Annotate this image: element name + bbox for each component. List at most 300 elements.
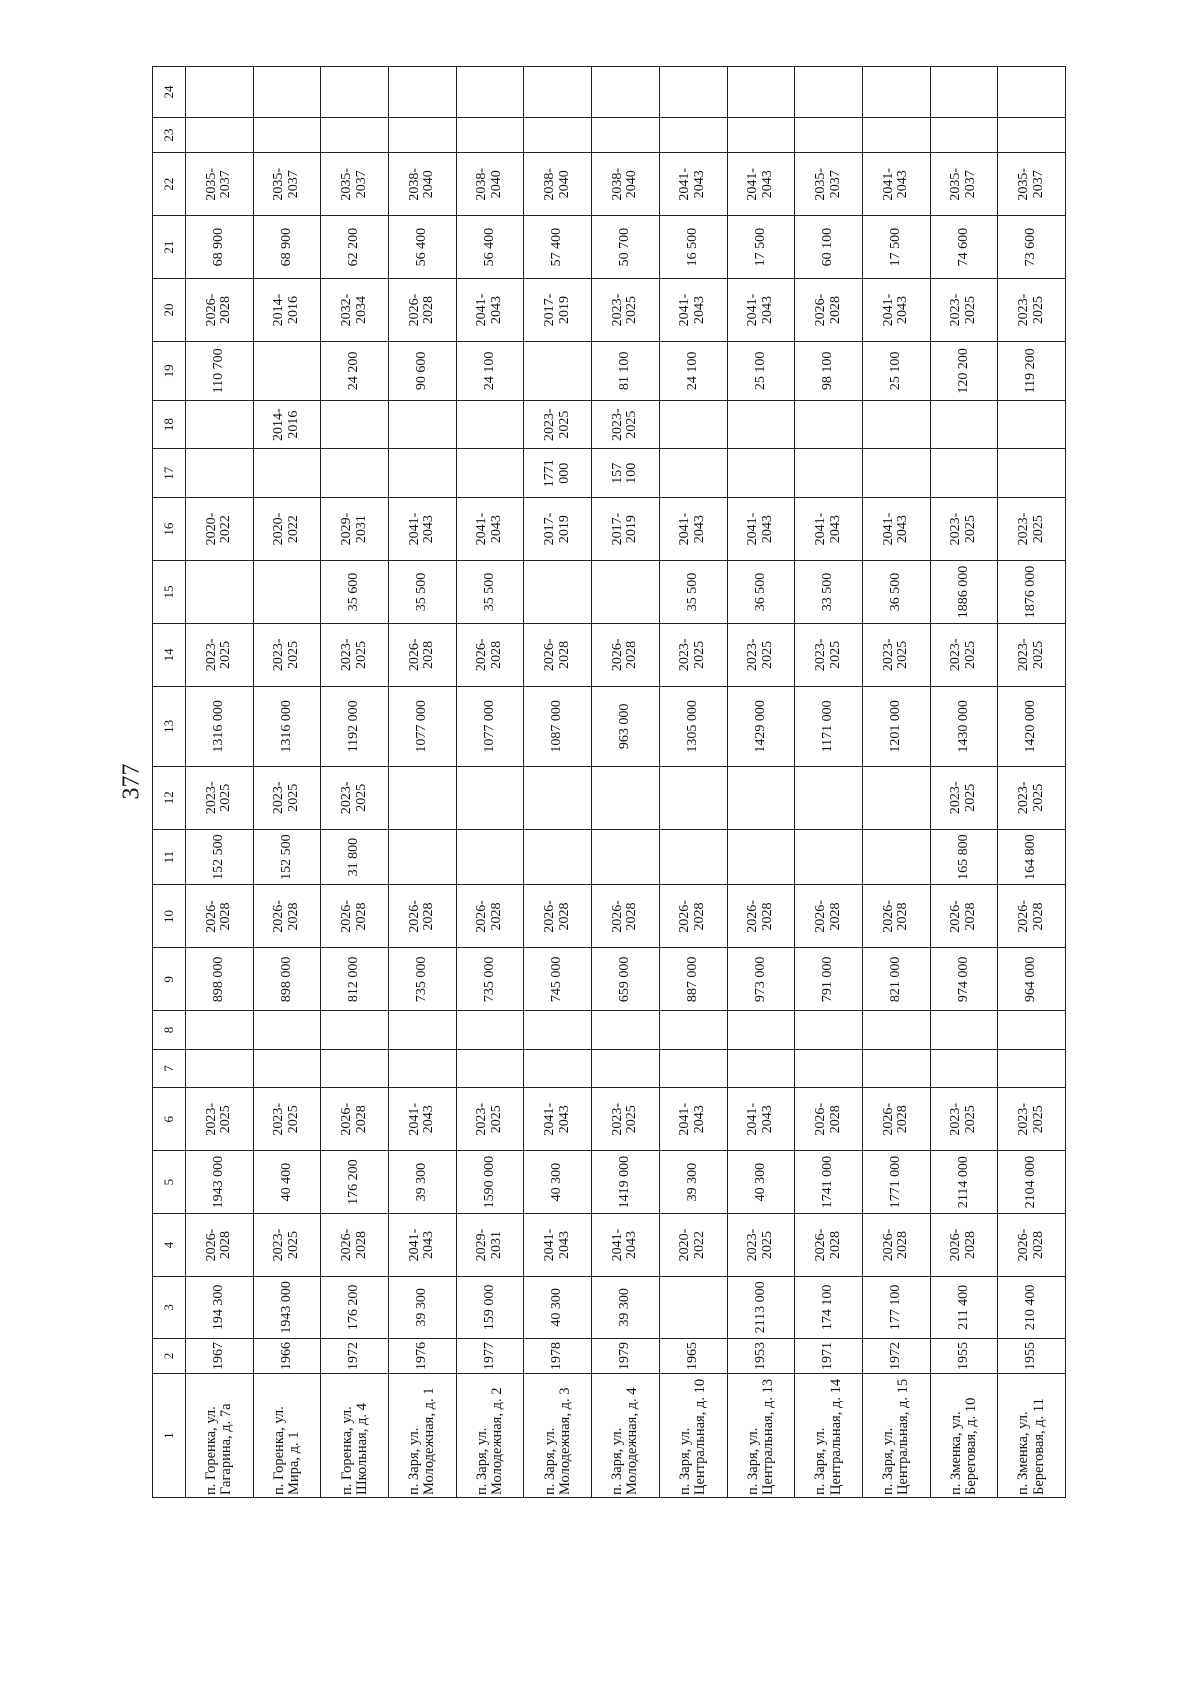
table-cell: 2023-2025	[930, 766, 998, 829]
table-cell: 110 700	[186, 341, 254, 400]
table-cell: 2041-2043	[659, 498, 727, 561]
table-cell: 2041-2043	[727, 498, 795, 561]
page-number: 377	[118, 763, 145, 800]
table-cell	[253, 341, 321, 400]
table-cell: 2041-2043	[524, 1088, 592, 1151]
table-cell: 2114 000	[930, 1151, 998, 1214]
table-cell	[524, 1049, 592, 1088]
table-cell: 1316 000	[253, 686, 321, 766]
table-cell	[389, 829, 457, 885]
col-number: 4	[153, 1214, 186, 1277]
table-row	[930, 67, 998, 1498]
table-cell	[930, 117, 998, 152]
table-cell	[659, 449, 727, 498]
table-cell: 68 900	[253, 216, 321, 279]
table-cell	[321, 117, 389, 152]
table-cell: 2023-2025	[186, 766, 254, 829]
table-cell: 1771 000	[524, 449, 592, 498]
table-cell: 1171 000	[795, 686, 863, 766]
table-cell	[998, 67, 1066, 118]
table-cell: 1943 000	[186, 1151, 254, 1214]
table-cell	[659, 400, 727, 449]
table-cell: 2026-2028	[321, 885, 389, 948]
table-cell: 2023-2025	[321, 623, 389, 686]
capital-repair-table	[152, 66, 1066, 1498]
table-row	[659, 67, 727, 1498]
table-cell	[524, 561, 592, 624]
table-cell: 1978	[524, 1338, 592, 1373]
address-cell: п. Заря, ул. Молодежная, д. 4	[592, 1374, 660, 1498]
table-cell: 40 300	[524, 1151, 592, 1214]
table-cell	[998, 449, 1066, 498]
table-cell: 2035-2037	[930, 153, 998, 216]
table-cell: 2023-2025	[795, 623, 863, 686]
table-row	[524, 67, 592, 1498]
table-cell: 39 300	[389, 1276, 457, 1338]
table-cell: 2041-2043	[659, 153, 727, 216]
address-cell: п. Горенка, ул. Школьная, д. 4	[321, 1374, 389, 1498]
table-cell	[456, 117, 524, 152]
table-cell	[795, 449, 863, 498]
table-cell: 735 000	[389, 948, 457, 1011]
table-cell: 152 500	[186, 829, 254, 885]
col-number: 20	[153, 279, 186, 342]
table-cell: 2026-2028	[659, 885, 727, 948]
table-cell	[389, 766, 457, 829]
address-cell: п. Горенка, ул. Гагарина, д. 7а	[186, 1374, 254, 1498]
table-cell	[186, 449, 254, 498]
col-number: 5	[153, 1151, 186, 1214]
col-number: 18	[153, 400, 186, 449]
table-cell	[456, 67, 524, 118]
table-cell: 120 200	[930, 341, 998, 400]
table-cell: 2026-2028	[389, 623, 457, 686]
table-cell	[321, 1049, 389, 1088]
table-row	[592, 67, 660, 1498]
table-cell: 1886 000	[930, 561, 998, 624]
table-cell: 2017-2019	[592, 498, 660, 561]
table-cell: 898 000	[253, 948, 321, 1011]
col-number: 3	[153, 1276, 186, 1338]
table-cell: 2041-2043	[727, 153, 795, 216]
table-cell: 2026-2028	[862, 1088, 930, 1151]
table-cell	[727, 829, 795, 885]
table-row	[253, 67, 321, 1498]
table-row	[186, 67, 254, 1498]
table-cell: 164 800	[998, 829, 1066, 885]
table-cell	[186, 1049, 254, 1088]
table-cell: 2026-2028	[321, 1214, 389, 1277]
table-cell: 2026-2028	[592, 623, 660, 686]
table-cell: 1420 000	[998, 686, 1066, 766]
table-cell: 24 100	[456, 341, 524, 400]
table-cell: 2026-2028	[727, 885, 795, 948]
table-body	[186, 67, 1066, 1498]
table-cell	[795, 67, 863, 118]
table-cell: 40 300	[727, 1151, 795, 1214]
table-cell: 974 000	[930, 948, 998, 1011]
table-cell: 81 100	[592, 341, 660, 400]
table-cell	[795, 766, 863, 829]
table-cell	[659, 117, 727, 152]
table-cell: 62 200	[321, 216, 389, 279]
table-cell: 2038-2040	[389, 153, 457, 216]
rotated-table-container	[152, 66, 1066, 1498]
table-cell: 2020-2022	[659, 1214, 727, 1277]
table-cell	[186, 67, 254, 118]
table-cell: 2023-2025	[998, 498, 1066, 561]
table-cell: 2023-2025	[862, 623, 930, 686]
table-cell	[524, 1011, 592, 1050]
col-number: 13	[153, 686, 186, 766]
table-cell: 2041-2043	[862, 153, 930, 216]
table-cell	[862, 829, 930, 885]
table-cell: 2041-2043	[524, 1214, 592, 1277]
table-cell	[930, 67, 998, 118]
table-cell	[659, 766, 727, 829]
table-cell	[456, 766, 524, 829]
table-cell: 1977	[456, 1338, 524, 1373]
table-cell: 1953	[727, 1338, 795, 1373]
table-row	[389, 67, 457, 1498]
table-cell	[321, 67, 389, 118]
table-row	[321, 67, 389, 1498]
table-cell: 1955	[930, 1338, 998, 1373]
table-cell	[659, 67, 727, 118]
table-cell: 2035-2037	[253, 153, 321, 216]
address-cell: п. Горенка, ул. Мира, д. 1	[253, 1374, 321, 1498]
col-number: 23	[153, 117, 186, 152]
table-cell: 2023-2025	[727, 623, 795, 686]
table-cell: 152 500	[253, 829, 321, 885]
table-cell	[321, 400, 389, 449]
table-cell	[456, 1049, 524, 1088]
table-cell: 2026-2028	[998, 885, 1066, 948]
address-cell: п. Заря, ул. Молодежная, д. 3	[524, 1374, 592, 1498]
table-cell: 35 600	[321, 561, 389, 624]
table-cell: 2023-2025	[524, 400, 592, 449]
table-cell	[727, 449, 795, 498]
table-row	[795, 67, 863, 1498]
table-cell: 2023-2025	[253, 623, 321, 686]
table-cell: 1971	[795, 1338, 863, 1373]
col-number: 2	[153, 1338, 186, 1373]
table-cell: 2026-2028	[592, 885, 660, 948]
table-cell: 1976	[389, 1338, 457, 1373]
address-cell: п. Заря, ул. Молодежная, д. 2	[456, 1374, 524, 1498]
table-cell	[456, 829, 524, 885]
table-cell: 2023-2025	[592, 1088, 660, 1151]
table-cell: 821 000	[862, 948, 930, 1011]
table-cell: 2023-2025	[253, 1214, 321, 1277]
table-cell	[253, 1011, 321, 1050]
table-cell: 2026-2028	[795, 1088, 863, 1151]
table-cell: 2035-2037	[998, 153, 1066, 216]
table-cell	[659, 829, 727, 885]
table-cell: 2041-2043	[389, 1214, 457, 1277]
table-cell: 1771 000	[862, 1151, 930, 1214]
table-cell: 1077 000	[456, 686, 524, 766]
table-cell: 1972	[862, 1338, 930, 1373]
table-cell: 659 000	[592, 948, 660, 1011]
table-cell	[321, 1011, 389, 1050]
table-cell: 1429 000	[727, 686, 795, 766]
table-row	[862, 67, 930, 1498]
table-cell: 1966	[253, 1338, 321, 1373]
table-cell: 177 100	[862, 1276, 930, 1338]
table-cell: 1316 000	[186, 686, 254, 766]
table-cell	[998, 1011, 1066, 1050]
col-number: 17	[153, 449, 186, 498]
table-cell: 98 100	[795, 341, 863, 400]
table-cell: 1741 000	[795, 1151, 863, 1214]
col-number: 21	[153, 216, 186, 279]
table-cell	[524, 341, 592, 400]
table-cell: 2026-2028	[186, 885, 254, 948]
table-cell	[998, 1049, 1066, 1088]
address-cell: п. Зменка, ул. Береговая, д. 11	[998, 1374, 1066, 1498]
table-cell: 2026-2028	[862, 885, 930, 948]
table-cell	[253, 67, 321, 118]
table-cell: 60 100	[795, 216, 863, 279]
table-cell: 2023-2025	[998, 1088, 1066, 1151]
table-cell: 2023-2025	[998, 623, 1066, 686]
table-cell: 2023-2025	[659, 623, 727, 686]
table-cell	[930, 400, 998, 449]
table-cell: 2038-2040	[524, 153, 592, 216]
col-number: 7	[153, 1049, 186, 1088]
col-number: 24	[153, 67, 186, 118]
col-number: 19	[153, 341, 186, 400]
table-cell	[321, 449, 389, 498]
table-cell: 2026-2028	[524, 623, 592, 686]
address-cell: п. Заря, ул. Центральная, д. 13	[727, 1374, 795, 1498]
table-cell	[930, 1011, 998, 1050]
table-cell	[456, 400, 524, 449]
table-cell: 2023-2025	[253, 1088, 321, 1151]
address-cell: п. Заря, ул. Центральная, д. 15	[862, 1374, 930, 1498]
table-cell: 2026-2028	[795, 1214, 863, 1277]
table-cell: 24 100	[659, 341, 727, 400]
table-cell: 2026-2028	[862, 1214, 930, 1277]
table-cell	[795, 1011, 863, 1050]
table-cell: 2026-2028	[321, 1088, 389, 1151]
table-cell: 1077 000	[389, 686, 457, 766]
address-cell: п. Заря, ул. Центральная, д. 10	[659, 1374, 727, 1498]
table-cell: 1943 000	[253, 1276, 321, 1338]
table-cell: 2041-2043	[389, 498, 457, 561]
table-cell: 2026-2028	[795, 279, 863, 342]
table-cell	[930, 449, 998, 498]
table-cell	[592, 117, 660, 152]
table-cell: 73 600	[998, 216, 1066, 279]
table-cell: 2029-2031	[456, 1214, 524, 1277]
table-cell	[524, 67, 592, 118]
table-cell	[795, 400, 863, 449]
table-cell: 1590 000	[456, 1151, 524, 1214]
table-cell: 2026-2028	[253, 885, 321, 948]
table-cell	[727, 1049, 795, 1088]
table-cell	[253, 561, 321, 624]
table-cell: 2104 000	[998, 1151, 1066, 1214]
table-cell	[592, 561, 660, 624]
table-cell	[727, 400, 795, 449]
table-cell: 2023-2025	[592, 279, 660, 342]
table-cell: 2026-2028	[930, 885, 998, 948]
table-cell: 57 400	[524, 216, 592, 279]
table-cell	[389, 67, 457, 118]
table-cell: 2020-2022	[186, 498, 254, 561]
table-row	[456, 67, 524, 1498]
table-cell: 2023-2025	[321, 766, 389, 829]
col-number: 11	[153, 829, 186, 885]
table-cell	[456, 1011, 524, 1050]
table-cell: 791 000	[795, 948, 863, 1011]
table-cell: 2041-2043	[456, 279, 524, 342]
table-cell: 898 000	[186, 948, 254, 1011]
table-cell	[727, 766, 795, 829]
table-row	[998, 67, 1066, 1498]
table-cell: 1192 000	[321, 686, 389, 766]
table-cell: 2023-2025	[456, 1088, 524, 1151]
table-cell: 2029-2031	[321, 498, 389, 561]
table-cell: 35 500	[389, 561, 457, 624]
table-cell	[389, 1011, 457, 1050]
table-cell	[253, 1049, 321, 1088]
table-cell: 745 000	[524, 948, 592, 1011]
table-cell: 1979	[592, 1338, 660, 1373]
table-cell: 165 800	[930, 829, 998, 885]
col-number: 14	[153, 623, 186, 686]
table-cell	[524, 117, 592, 152]
table-cell	[592, 1049, 660, 1088]
table-cell: 2026-2028	[389, 885, 457, 948]
table-cell	[592, 766, 660, 829]
table-cell	[659, 1276, 727, 1338]
table-cell: 2041-2043	[592, 1214, 660, 1277]
table-cell: 33 500	[795, 561, 863, 624]
table-cell	[659, 1049, 727, 1088]
table-cell: 2023-2025	[186, 623, 254, 686]
table-cell	[592, 1011, 660, 1050]
table-cell	[592, 829, 660, 885]
table-cell: 2041-2043	[727, 1088, 795, 1151]
table-cell: 2041-2043	[727, 279, 795, 342]
table-cell: 2026-2028	[524, 885, 592, 948]
table-cell	[186, 117, 254, 152]
table-cell	[727, 117, 795, 152]
table-cell	[862, 117, 930, 152]
table-cell: 2035-2037	[186, 153, 254, 216]
table-cell	[862, 67, 930, 118]
table-cell: 2113 000	[727, 1276, 795, 1338]
table-cell	[930, 1049, 998, 1088]
table-cell: 963 000	[592, 686, 660, 766]
table-row	[727, 67, 795, 1498]
table-cell: 40 300	[524, 1276, 592, 1338]
address-cell: п. Заря, ул. Центральная, д. 14	[795, 1374, 863, 1498]
table-cell: 74 600	[930, 216, 998, 279]
col-number: 8	[153, 1011, 186, 1050]
col-number: 10	[153, 885, 186, 948]
column-number-row	[153, 67, 186, 1498]
table-cell: 2023-2025	[930, 623, 998, 686]
table-cell: 25 100	[862, 341, 930, 400]
table-cell: 17 500	[727, 216, 795, 279]
table-cell: 2014-2016	[253, 279, 321, 342]
table-cell	[862, 1049, 930, 1088]
table-cell: 2026-2028	[795, 885, 863, 948]
table-cell: 194 300	[186, 1276, 254, 1338]
table-cell: 2026-2028	[186, 1214, 254, 1277]
table-cell: 2041-2043	[659, 279, 727, 342]
table-cell: 39 300	[659, 1151, 727, 1214]
table-cell: 39 300	[389, 1151, 457, 1214]
table-cell: 2026-2028	[998, 1214, 1066, 1277]
table-cell: 2023-2025	[998, 279, 1066, 342]
table-cell: 2041-2043	[389, 1088, 457, 1151]
table-cell	[998, 400, 1066, 449]
table-cell: 36 500	[862, 561, 930, 624]
table-cell: 56 400	[389, 216, 457, 279]
table-cell: 2035-2037	[321, 153, 389, 216]
table-cell: 2014-2016	[253, 400, 321, 449]
table-cell	[659, 1011, 727, 1050]
table-cell	[456, 449, 524, 498]
col-number: 6	[153, 1088, 186, 1151]
table-cell: 2041-2043	[862, 498, 930, 561]
table-cell: 2041-2043	[862, 279, 930, 342]
table-cell: 39 300	[592, 1276, 660, 1338]
table-cell: 159 000	[456, 1276, 524, 1338]
table-cell: 2023-2025	[998, 766, 1066, 829]
table-cell	[186, 561, 254, 624]
table-cell	[862, 766, 930, 829]
table-cell: 2032-2034	[321, 279, 389, 342]
table-cell: 2023-2025	[727, 1214, 795, 1277]
table-cell	[592, 67, 660, 118]
col-number: 9	[153, 948, 186, 1011]
table-cell: 2026-2028	[389, 279, 457, 342]
table-cell: 1955	[998, 1338, 1066, 1373]
table-cell: 2023-2025	[186, 1088, 254, 1151]
col-number: 12	[153, 766, 186, 829]
table-cell: 119 200	[998, 341, 1066, 400]
table-cell	[524, 829, 592, 885]
col-number: 1	[153, 1374, 186, 1498]
table-cell: 2026-2028	[456, 623, 524, 686]
table-cell	[389, 449, 457, 498]
table-cell: 2026-2028	[930, 1214, 998, 1277]
table-cell	[795, 117, 863, 152]
col-number: 22	[153, 153, 186, 216]
address-cell: п. Зменка, ул. Береговая, д. 10	[930, 1374, 998, 1498]
table-cell: 176 200	[321, 1151, 389, 1214]
table-cell: 1430 000	[930, 686, 998, 766]
table-cell: 887 000	[659, 948, 727, 1011]
table-cell: 176 200	[321, 1276, 389, 1338]
table-cell: 2020-2022	[253, 498, 321, 561]
table-cell: 1876 000	[998, 561, 1066, 624]
table-cell	[862, 1011, 930, 1050]
table-cell: 2023-2025	[930, 279, 998, 342]
table-cell: 2017-2019	[524, 279, 592, 342]
table-cell	[253, 117, 321, 152]
table-cell: 1967	[186, 1338, 254, 1373]
table-cell: 211 400	[930, 1276, 998, 1338]
table-cell: 24 200	[321, 341, 389, 400]
table-cell: 2023-2025	[253, 766, 321, 829]
